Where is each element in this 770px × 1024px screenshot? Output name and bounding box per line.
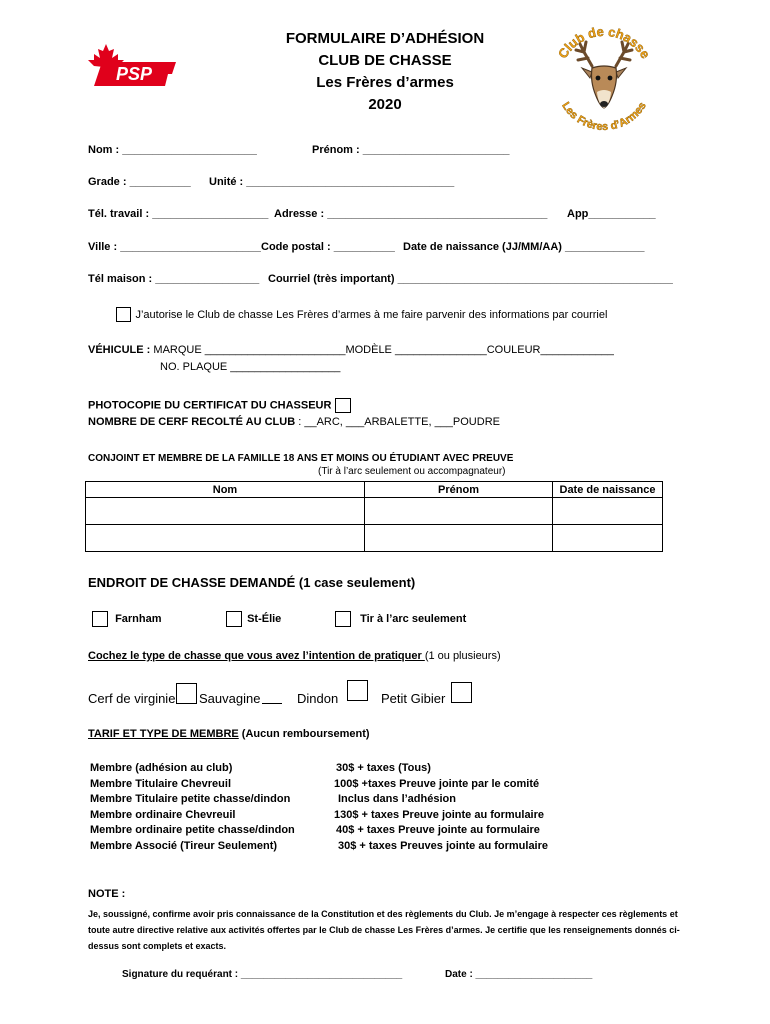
famille-title: CONJOINT ET MEMBRE DE LA FAMILLE 18 ANS ET MOINS OU ÉTUDIANT AVEC PREUVE xyxy=(88,453,514,464)
club-logo xyxy=(548,22,660,134)
cell-prenom[interactable] xyxy=(365,498,553,525)
table-row xyxy=(86,525,663,552)
consent-checkbox[interactable] xyxy=(116,307,131,322)
tarif-price-1: 30$ + taxes (Tous) xyxy=(336,762,431,774)
tarif-title-row xyxy=(88,728,370,740)
col-nom: Nom xyxy=(86,482,365,498)
deer-head-icon xyxy=(548,22,660,134)
app-field[interactable]: App___________ xyxy=(567,208,656,220)
svg-text:PSP: PSP xyxy=(115,64,153,84)
col-prenom: Prénom xyxy=(365,482,553,498)
svg-text:Club de chasse xyxy=(555,24,653,61)
tel-travail-field[interactable]: Tél. travail : ___________________ xyxy=(88,208,269,220)
endroit-option-arc[interactable] xyxy=(335,611,466,627)
tarif-type-6: Membre Associé (Tireur Seulement) xyxy=(90,839,278,852)
petit-gibier-checkbox[interactable] xyxy=(451,682,472,703)
title-line-4: 2020 xyxy=(368,96,402,113)
ville-field[interactable]: Ville : _______________________ xyxy=(88,241,261,253)
consent-row xyxy=(116,306,607,324)
st-elie-checkbox[interactable] xyxy=(226,611,242,627)
prenom-field[interactable]: Prénom : ________________________ xyxy=(312,144,510,156)
photocopie-label: PHOTOCOPIE DU CERTIFICAT DU CHASSEUR xyxy=(88,399,332,412)
signature-field[interactable]: Signature du requérant : _____________________________ xyxy=(122,969,403,980)
endroit-option-st-elie[interactable] xyxy=(226,611,281,627)
cell-prenom[interactable] xyxy=(365,525,553,552)
tarif-type-1: Membre (adhésion au club) xyxy=(90,762,233,774)
form-title xyxy=(235,28,535,116)
note-line-1: Je, soussigné, confirme avoir pris connaissance de la Constitution et des règlements du Club. Je m’engage à respecter ces règlements et xyxy=(88,909,678,919)
vehicule-label: VÉHICULE : xyxy=(88,344,151,356)
famille-subtitle: (Tir à l’arc seulement ou accompagnateur) xyxy=(318,466,506,477)
tel-maison-field[interactable]: Tél maison : _________________ xyxy=(88,273,260,285)
arc-checkbox[interactable] xyxy=(335,611,351,627)
petit-gibier-label: Petit Gibier xyxy=(381,691,446,706)
cerf-values[interactable]: : __ARC, ___ARBALETTE, ___POUDRE xyxy=(295,416,500,428)
sauvagine-label: Sauvagine xyxy=(199,691,261,706)
endroit-option-farnham[interactable] xyxy=(92,611,162,627)
vehicule-line-1[interactable]: MARQUE _______________________MODÈLE _______________COULEUR____________ xyxy=(150,344,614,356)
tarif-prices xyxy=(334,761,548,855)
psp-logo xyxy=(88,40,178,90)
arc-label: Tir à l’arc seulement xyxy=(360,613,467,625)
cell-date[interactable] xyxy=(553,525,663,552)
unite-field[interactable]: Unité : __________________________________ xyxy=(209,176,455,188)
code-postal-field[interactable]: Code postal : __________ xyxy=(261,241,395,253)
tarif-type-2: Membre Titulaire Chevreuil xyxy=(90,777,232,790)
tarif-type-4: Membre ordinaire Chevreuil xyxy=(90,808,236,821)
cerf-label: NOMBRE DE CERF RECOLTÉ AU CLUB xyxy=(88,416,296,428)
farnham-label: Farnham xyxy=(115,613,162,625)
tarif-price-3: Inclus dans l’adhésion xyxy=(338,793,456,806)
note-title: NOTE : xyxy=(88,888,126,900)
title-line-2: CLUB DE CHASSE xyxy=(318,52,452,69)
grade-field[interactable]: Grade : __________ xyxy=(88,176,191,188)
adresse-field[interactable]: Adresse : ____________________________________ xyxy=(274,208,548,220)
cell-nom[interactable] xyxy=(86,525,365,552)
tarif-price-4: 130$ + taxes Preuve jointe au formulaire xyxy=(334,808,545,821)
date-naissance-field[interactable]: Date de naissance (JJ/MM/AA) _____________ xyxy=(403,241,645,253)
photocopie-row xyxy=(88,398,351,413)
endroit-title: ENDROIT DE CHASSE DEMANDÉ (1 case seulement) xyxy=(88,575,416,590)
tarif-price-2: 100$ +taxes Preuve jointe par le comité xyxy=(334,777,540,790)
dindon-checkbox[interactable] xyxy=(347,680,368,701)
type-chasse-row xyxy=(88,650,501,662)
farnham-checkbox[interactable] xyxy=(92,611,108,627)
type-chasse-note: (1 ou plusieurs) xyxy=(424,650,501,662)
st-elie-label: St-Élie xyxy=(247,613,282,625)
tarif-type-5: Membre ordinaire petite chasse/dindon xyxy=(90,824,295,837)
courriel-field[interactable]: Courriel (très important) _____________________________________________ xyxy=(268,273,673,285)
note-line-2: toute autre directive relative aux activités offertes par le Club de chasse Les Frères d’armes. Je certifie que les renseignements donnés ci- xyxy=(88,925,680,935)
tarif-price-6: 30$ + taxes Preuves jointe au formulaire xyxy=(338,839,549,852)
photocopie-checkbox[interactable] xyxy=(335,398,351,413)
cerf-virginie-checkbox[interactable] xyxy=(176,683,197,704)
tarif-note: (Aucun remboursement) xyxy=(238,728,370,740)
tarif-type-3: Membre Titulaire petite chasse/dindon xyxy=(90,793,291,806)
table-row xyxy=(86,498,663,525)
famille-table xyxy=(85,481,663,552)
nom-field[interactable]: Nom : ______________________ xyxy=(88,144,257,156)
logo-text-top: Club de chasse xyxy=(554,23,654,62)
type-chasse-title: Cochez le type de chasse que vous avez l’intention de pratiquer xyxy=(88,650,425,662)
date-signature-field[interactable]: Date : _____________________ xyxy=(445,969,593,980)
logo-text-bottom: Les Frères d’Armes xyxy=(559,100,649,134)
title-line-3: Les Frères d’armes xyxy=(316,74,454,91)
tarif-price-5: 40$ + taxes Preuve jointe au formulaire xyxy=(336,824,540,837)
note-body xyxy=(88,906,738,954)
maple-leaf-psp-icon xyxy=(88,40,178,90)
title-line-1: FORMULAIRE D’ADHÉSION xyxy=(285,30,485,47)
consent-label: J’autorise le Club de chasse Les Frères d’armes à me faire parvenir des informations par courriel xyxy=(135,308,608,321)
cell-nom[interactable] xyxy=(86,498,365,525)
cerf-row xyxy=(88,416,500,428)
col-date: Date de naissance xyxy=(553,482,663,498)
vehicule-row xyxy=(88,344,614,356)
cell-date[interactable] xyxy=(553,498,663,525)
dindon-label: Dindon xyxy=(297,691,339,706)
plaque-field[interactable]: NO. PLAQUE __________________ xyxy=(160,361,341,373)
tarif-types xyxy=(90,761,295,855)
cerf-option-label: Cerf de virginie xyxy=(88,691,176,706)
famille-header-row xyxy=(86,482,663,498)
note-line-3: dessus sont complets et exacts. xyxy=(88,941,227,951)
tarif-title: TARIF ET TYPE DE MEMBRE xyxy=(88,728,239,740)
sauvagine-checkbox[interactable] xyxy=(262,683,282,704)
